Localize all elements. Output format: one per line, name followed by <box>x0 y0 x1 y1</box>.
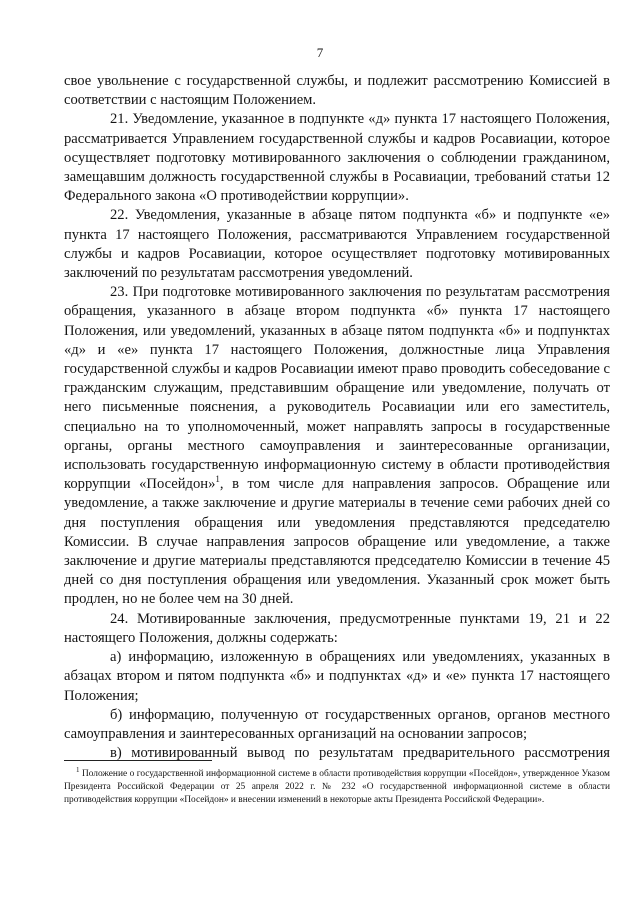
paragraph-continuation: свое увольнение с государственной службы, и подлежит рассмотрению Комиссией в соответствии с настоящим Положением. <box>64 73 610 109</box>
subparagraph-a: а) информацию, изложенную в обращениях или уведомлениях, указанных в абзацах втором и пятом подпункта «б» и подпунктах «д» и «е» пункта 17 настоящего Положения; <box>64 649 610 704</box>
footnote-text: Положение о государственной информационной системе в области противодействия коррупции «Посейдон», утвержденное Указом Президента Российской Федерации от 25 апреля 2022 г. № 232 «О государственной информационной системе в области противодействия коррупции «Посейдон» и внесении изменений в некоторые акты Президента Российской Федерации». <box>64 769 610 805</box>
footnote <box>64 765 610 807</box>
page-number: 7 <box>316 45 324 60</box>
paragraph-21: 21. Уведомление, указанное в подпункте «д» пункта 17 настоящего Положения, рассматривается Управлением государственной службы и кадров Росавиации, которое осуществляет подготовку мотивированного заключения о соблюдении гражданином, замещавшим должность государственной службы в Росавиации, требований статьи 12 Федерального закона «О противодействии коррупции». <box>64 111 610 205</box>
footnote-reference[interactable]: 1 <box>215 474 220 485</box>
paragraph-22: 22. Уведомления, указанные в абзаце пятом подпункта «б» и подпункте «е» пункта 17 настоящего Положения, рассматриваются Управлением государственной службы и кадров Росавиации, которое осуществляет подготовку мотивированных заключений по результатам рассмотрения уведомлений. <box>64 207 610 282</box>
paragraph-24: 24. Мотивированные заключения, предусмотренные пунктами 19, 21 и 22 настоящего Положения, должны содержать: <box>64 610 610 646</box>
subparagraph-b: б) информацию, полученную от государственных органов, органов местного самоуправления и заинтересованных организаций на основании запросов; <box>64 706 610 742</box>
document-body <box>64 72 610 763</box>
footnote-marker: 1 <box>76 765 80 774</box>
paragraph-23-part-1: 23. При подготовке мотивированного заключения по результатам рассмотрения обращения, указанного в абзаце втором подпункта «б» пункта 17 настоящего Положения, или уведомлений, указанных в абзаце пятом подпункта «б» и подпунктах «д» и «е» пункта 17 настоящего Положения, должностные лица Управления государственной службы и кадров Росавиации имеют право проводить собеседование с гражданским служащим, представившим обращение или уведомление, получать от него письменные пояснения, а руководитель Росавиации или его заместитель, специально на то уполномоченный, может направлять запросы в государственные органы, органы местного самоуправления и заинтересованные организации, использовать государственную информационную систему в области противодействия коррупции «Посейдон» <box>64 284 610 493</box>
subparagraph-v: в) мотивированный вывод по результатам предварительного рассмотрения <box>110 745 610 762</box>
footnote-separator <box>64 760 212 761</box>
paragraph-23-part-2: , в том числе для направления запросов. Обращение или уведомление, а также заключение и другие материалы в течение семи рабочих дней со дня поступления обращения или уведомления представляются председателю Комиссии. В случае направления запросов обращение или уведомление, а также заключение и другие материалы представляются председателю Комиссии в течение 45 дней со дня поступления обращения или уведомления. Указанный срок может быть продлен, но не более чем на 30 дней. <box>64 476 610 608</box>
paragraph-23 <box>64 283 610 609</box>
